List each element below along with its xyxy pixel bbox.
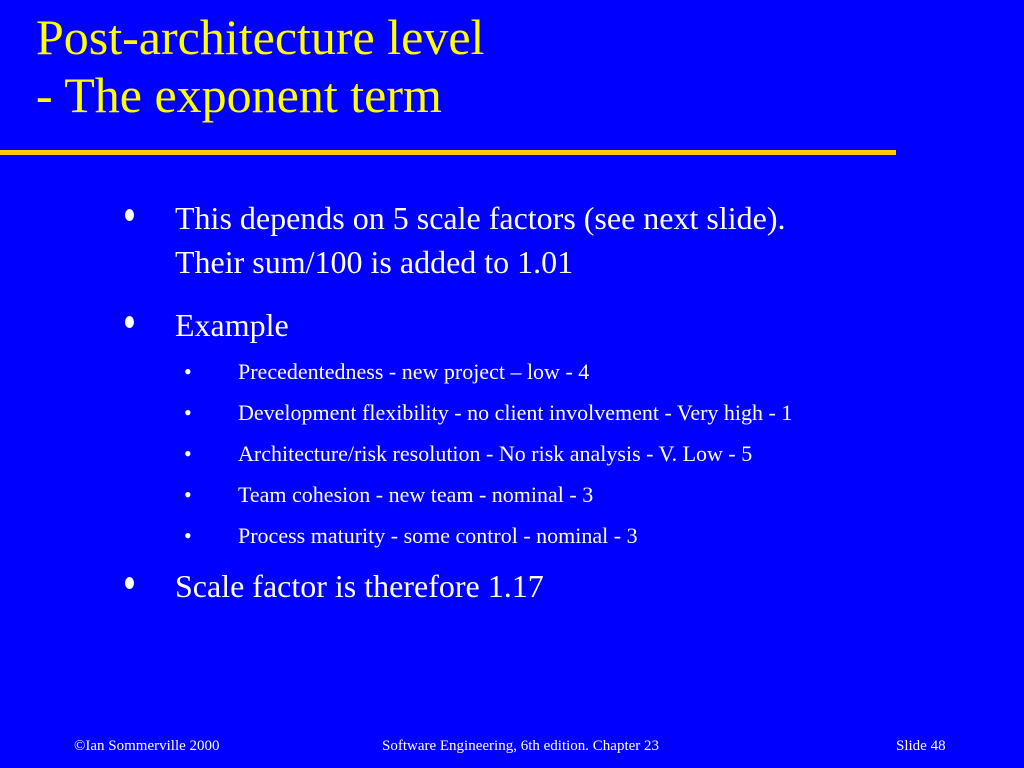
footer-course: Software Engineering, 6th edition. Chapter 23 xyxy=(382,738,660,754)
sub-bullet-item xyxy=(184,522,984,550)
sub-bullet-item xyxy=(184,440,984,468)
sub-bullet-icon: • xyxy=(184,441,192,466)
sub-bullet-text: Development flexibility - no client involvement - Very high - 1 xyxy=(238,400,793,425)
sub-bullet-text: Team cohesion - new team - nominal - 3 xyxy=(238,482,594,507)
bullet-text: Scale factor is therefore 1.17 xyxy=(175,568,544,604)
sub-bullet-icon: • xyxy=(184,400,192,425)
sub-bullet-item xyxy=(184,399,984,427)
bullet-text-line-1: This depends on 5 scale factors (see next slide). xyxy=(175,200,786,236)
sub-bullet-text: Architecture/risk resolution - No risk analysis - V. Low - 5 xyxy=(238,441,753,466)
footer-slide-number: Slide 48 xyxy=(896,738,946,754)
sub-bullet-item xyxy=(184,481,984,509)
footer-copyright: ©Ian Sommerville 2000 xyxy=(74,738,220,754)
bullet-item xyxy=(125,196,985,284)
sub-bullet-icon: • xyxy=(184,482,192,507)
bullet-text xyxy=(175,196,785,284)
sub-bullet-text: Precedentedness - new project – low - 4 xyxy=(238,359,590,384)
sub-bullet-item xyxy=(184,358,984,386)
sub-bullet-icon: • xyxy=(184,523,192,548)
bullet-dot-icon xyxy=(125,577,134,589)
slide-title xyxy=(36,8,484,124)
sub-bullet-text: Process maturity - some control - nominal - 3 xyxy=(238,523,638,548)
sub-bullet-icon: • xyxy=(184,359,192,384)
title-underline xyxy=(0,150,896,155)
bullet-dot-icon xyxy=(125,209,134,221)
title-line-2: - The exponent term xyxy=(36,67,442,123)
title-line-1: Post-architecture level xyxy=(36,9,485,65)
bullet-text: Example xyxy=(175,307,289,343)
bullet-dot-icon xyxy=(125,316,134,328)
bullet-item xyxy=(125,303,985,347)
bullet-item xyxy=(125,564,985,608)
bullet-text-line-2: Their sum/100 is added to 1.01 xyxy=(175,244,574,280)
